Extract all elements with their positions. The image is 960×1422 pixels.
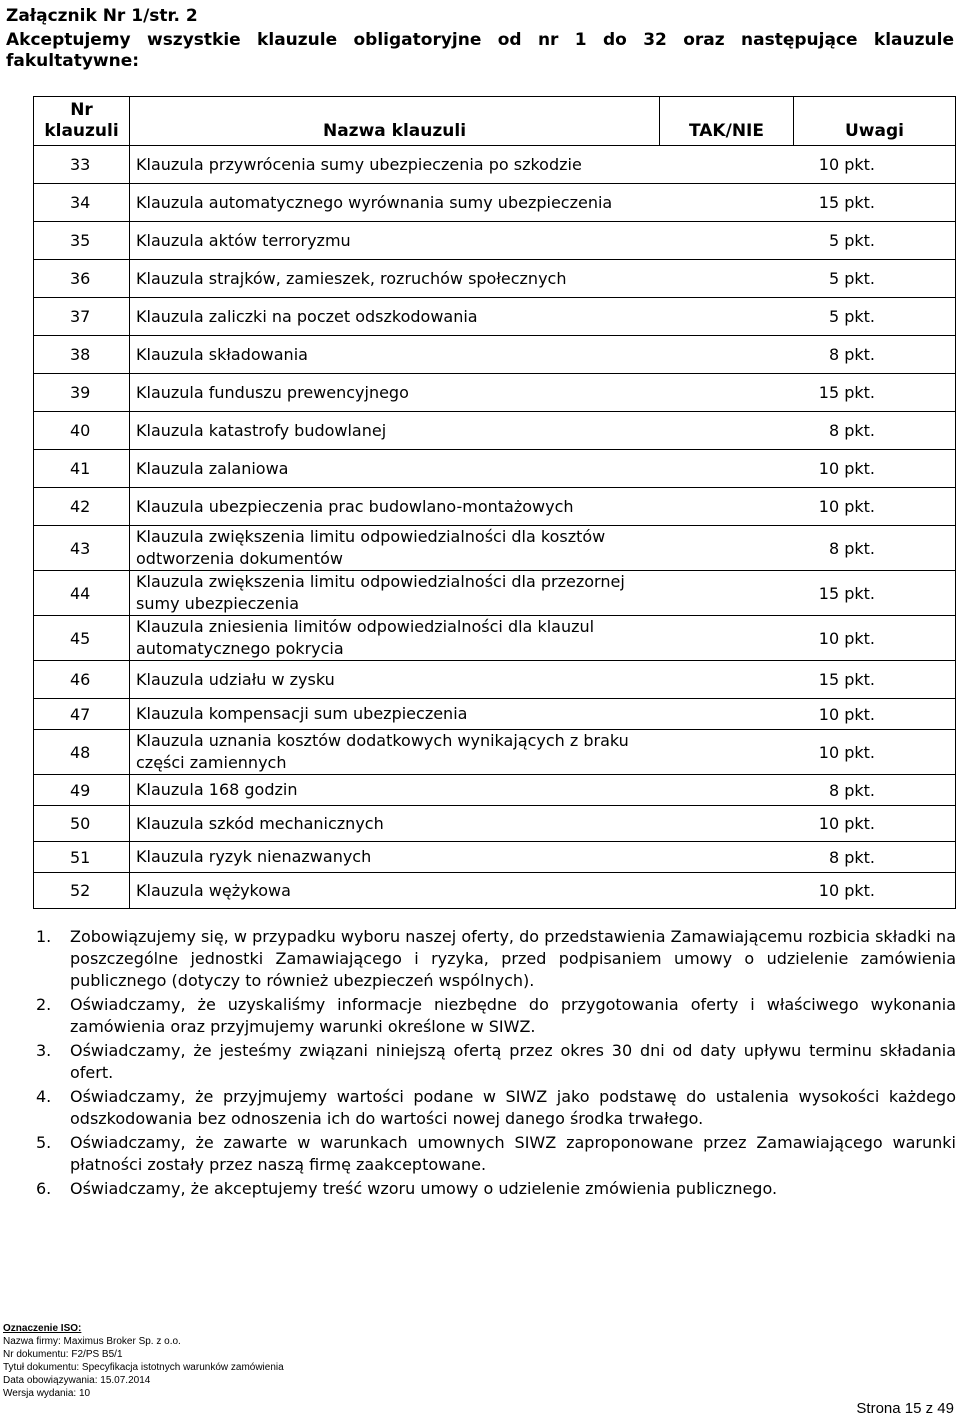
- clause-tak-nie: [660, 450, 794, 488]
- declaration-number: 6.: [36, 1179, 52, 1198]
- clause-tak-nie: [660, 571, 794, 616]
- clause-name: Klauzula zaliczki na poczet odszkodowania: [130, 298, 660, 336]
- declaration-item: [32, 994, 956, 1038]
- table-row: [34, 146, 956, 184]
- declaration-text: Zobowiązujemy się, w przypadku wyboru naszej oferty, do przedstawienia Zamawiającemu rozbicia składki na poszczególne jednostki Zamawiającego i ryzyka, przed podpisaniem umowy o udzielenie zamówienia publicznego (dotyczy to również ubezpieczeń wspólnych).: [70, 927, 956, 990]
- declaration-text: Oświadczamy, że zawarte w warunkach umownych SIWZ zaproponowane przez Zamawiającego warunki płatności zostały przez naszą firmę zaakceptowane.: [70, 1133, 956, 1174]
- clause-number: 39: [34, 374, 130, 412]
- clause-number: 52: [34, 873, 130, 909]
- clause-uwagi: 15 pkt.: [794, 184, 956, 222]
- clause-uwagi: 10 pkt.: [794, 450, 956, 488]
- clause-uwagi: 10 pkt.: [794, 616, 956, 661]
- table-row: [34, 699, 956, 730]
- clause-tak-nie: [660, 616, 794, 661]
- table-row: [34, 222, 956, 260]
- declaration-item: [32, 1040, 956, 1084]
- declaration-number: 3.: [36, 1041, 52, 1060]
- iso-label: Oznaczenie ISO:: [3, 1323, 82, 1334]
- clause-name: Klauzula uznania kosztów dodatkowych wynikających z braku części zamiennych: [130, 730, 660, 775]
- clause-tak-nie: [660, 488, 794, 526]
- page-number: Strona 15 z 49: [856, 1400, 954, 1417]
- table-row: [34, 184, 956, 222]
- clause-tak-nie: [660, 336, 794, 374]
- clause-name: Klauzula aktów terroryzmu: [130, 222, 660, 260]
- attachment-title: Załącznik Nr 1/str. 2: [6, 6, 198, 26]
- clause-name: Klauzula kompensacji sum ubezpieczenia: [130, 699, 660, 730]
- table-row: [34, 336, 956, 374]
- clause-name: Klauzula zwiększenia limitu odpowiedzialności dla kosztów odtworzenia dokumentów: [130, 526, 660, 571]
- intro-text: Akceptujemy wszystkie klauzule obligatoryjne od nr 1 do 32 oraz następujące klauzule fakultatywne:: [6, 30, 954, 71]
- clause-number: 44: [34, 571, 130, 616]
- clause-tak-nie: [660, 526, 794, 571]
- clause-uwagi: 8 pkt.: [794, 526, 956, 571]
- clause-number: 40: [34, 412, 130, 450]
- clause-uwagi: 15 pkt.: [794, 661, 956, 699]
- clause-number: 43: [34, 526, 130, 571]
- table-row: [34, 412, 956, 450]
- clause-number: 33: [34, 146, 130, 184]
- clause-name: Klauzula zwiększenia limitu odpowiedzialności dla przezornej sumy ubezpieczenia: [130, 571, 660, 616]
- clause-name: Klauzula przywrócenia sumy ubezpieczenia po szkodzie: [130, 146, 660, 184]
- clause-uwagi: 15 pkt.: [794, 374, 956, 412]
- table-row: [34, 488, 956, 526]
- declarations-list: [32, 926, 956, 1200]
- clause-tak-nie: [660, 260, 794, 298]
- footer-line: Tytuł dokumentu: Specyfikacja istotnych warunków zamówienia: [3, 1362, 284, 1373]
- clause-name: Klauzula automatycznego wyrównania sumy ubezpieczenia: [130, 184, 660, 222]
- header-name: Nazwa klauzuli: [130, 97, 660, 146]
- table-row: [34, 842, 956, 873]
- declaration-text: Oświadczamy, że uzyskaliśmy informacje niezbędne do przygotowania oferty i właściwego wykonania zamówienia oraz przyjmujemy warunki określone w SIWZ.: [70, 995, 956, 1036]
- clause-number: 42: [34, 488, 130, 526]
- clause-name: Klauzula ryzyk nienazwanych: [130, 842, 660, 873]
- declaration-text: Oświadczamy, że przyjmujemy wartości podane w SIWZ jako podstawę do ustalenia wysokości każdego odszkodowania bez odnoszenia ich do wartości nowej danego środka trwałego.: [70, 1087, 956, 1128]
- clause-number: 46: [34, 661, 130, 699]
- declaration-number: 4.: [36, 1087, 52, 1106]
- clause-uwagi: 10 pkt.: [794, 488, 956, 526]
- clause-uwagi: 8 pkt.: [794, 775, 956, 806]
- clause-number: 41: [34, 450, 130, 488]
- clause-number: 34: [34, 184, 130, 222]
- declaration-number: 2.: [36, 995, 52, 1014]
- clause-tak-nie: [660, 146, 794, 184]
- clause-tak-nie: [660, 730, 794, 775]
- clause-number: 47: [34, 699, 130, 730]
- clause-uwagi: 5 pkt.: [794, 298, 956, 336]
- clause-uwagi: 10 pkt.: [794, 146, 956, 184]
- declaration-item: [32, 1086, 956, 1130]
- declaration-text: Oświadczamy, że akceptujemy treść wzoru umowy o udzielenie zmówienia publicznego.: [70, 1179, 778, 1198]
- clause-uwagi: 10 pkt.: [794, 730, 956, 775]
- clause-name: Klauzula zalaniowa: [130, 450, 660, 488]
- footer-line: Nazwa firmy: Maximus Broker Sp. z o.o.: [3, 1336, 181, 1347]
- declaration-item: [32, 1132, 956, 1176]
- table-row: [34, 374, 956, 412]
- clause-name: Klauzula strajków, zamieszek, rozruchów społecznych: [130, 260, 660, 298]
- clause-tak-nie: [660, 806, 794, 842]
- table-row: [34, 775, 956, 806]
- header-nr: Nr klauzuli: [34, 97, 130, 146]
- header-uwagi: Uwagi: [794, 97, 956, 146]
- declaration-text: Oświadczamy, że jesteśmy związani niniejszą ofertą przez okres 30 dni od daty upływu terminu składania ofert.: [70, 1041, 956, 1082]
- clauses-table: [33, 96, 956, 909]
- table-row: [34, 873, 956, 909]
- clause-tak-nie: [660, 842, 794, 873]
- table-row: [34, 661, 956, 699]
- clause-uwagi: 8 pkt.: [794, 842, 956, 873]
- footer-line: Nr dokumentu: F2/PS B5/1: [3, 1349, 123, 1360]
- declaration-number: 5.: [36, 1133, 52, 1152]
- clause-number: 51: [34, 842, 130, 873]
- declaration-item: [32, 926, 956, 992]
- document-footer: [3, 1322, 284, 1400]
- clause-uwagi: 10 pkt.: [794, 699, 956, 730]
- clause-tak-nie: [660, 873, 794, 909]
- footer-line: Wersja wydania: 10: [3, 1388, 91, 1399]
- table-row: [34, 806, 956, 842]
- clause-name: Klauzula ubezpieczenia prac budowlano-montażowych: [130, 488, 660, 526]
- clause-tak-nie: [660, 412, 794, 450]
- clause-uwagi: 8 pkt.: [794, 336, 956, 374]
- clause-number: 36: [34, 260, 130, 298]
- table-body: [34, 146, 956, 909]
- clause-number: 37: [34, 298, 130, 336]
- table-row: [34, 450, 956, 488]
- clause-number: 35: [34, 222, 130, 260]
- table-row: [34, 571, 956, 616]
- clause-number: 45: [34, 616, 130, 661]
- clause-tak-nie: [660, 298, 794, 336]
- header-tak-nie: TAK/NIE: [660, 97, 794, 146]
- table-row: [34, 298, 956, 336]
- table-row: [34, 730, 956, 775]
- clause-uwagi: 15 pkt.: [794, 571, 956, 616]
- clause-uwagi: 5 pkt.: [794, 260, 956, 298]
- clause-uwagi: 10 pkt.: [794, 873, 956, 909]
- declaration-item: [32, 1178, 956, 1200]
- clause-number: 38: [34, 336, 130, 374]
- footer-line: Data obowiązywania: 15.07.2014: [3, 1375, 151, 1386]
- clause-name: Klauzula wężykowa: [130, 873, 660, 909]
- clause-name: Klauzula katastrofy budowlanej: [130, 412, 660, 450]
- table-row: [34, 616, 956, 661]
- clause-name: Klauzula składowania: [130, 336, 660, 374]
- clause-tak-nie: [660, 661, 794, 699]
- declaration-number: 1.: [36, 927, 52, 946]
- clause-number: 50: [34, 806, 130, 842]
- clause-tak-nie: [660, 184, 794, 222]
- clause-name: Klauzula funduszu prewencyjnego: [130, 374, 660, 412]
- table-row: [34, 526, 956, 571]
- clause-uwagi: 5 pkt.: [794, 222, 956, 260]
- clause-name: Klauzula zniesienia limitów odpowiedzialności dla klauzul automatycznego pokrycia: [130, 616, 660, 661]
- clause-number: 49: [34, 775, 130, 806]
- clause-tak-nie: [660, 374, 794, 412]
- clause-tak-nie: [660, 775, 794, 806]
- clause-uwagi: 10 pkt.: [794, 806, 956, 842]
- table-row: [34, 260, 956, 298]
- clause-name: Klauzula udziału w zysku: [130, 661, 660, 699]
- clause-name: Klauzula szkód mechanicznych: [130, 806, 660, 842]
- clause-tak-nie: [660, 222, 794, 260]
- clause-uwagi: 8 pkt.: [794, 412, 956, 450]
- clause-name: Klauzula 168 godzin: [130, 775, 660, 806]
- clause-number: 48: [34, 730, 130, 775]
- clause-tak-nie: [660, 699, 794, 730]
